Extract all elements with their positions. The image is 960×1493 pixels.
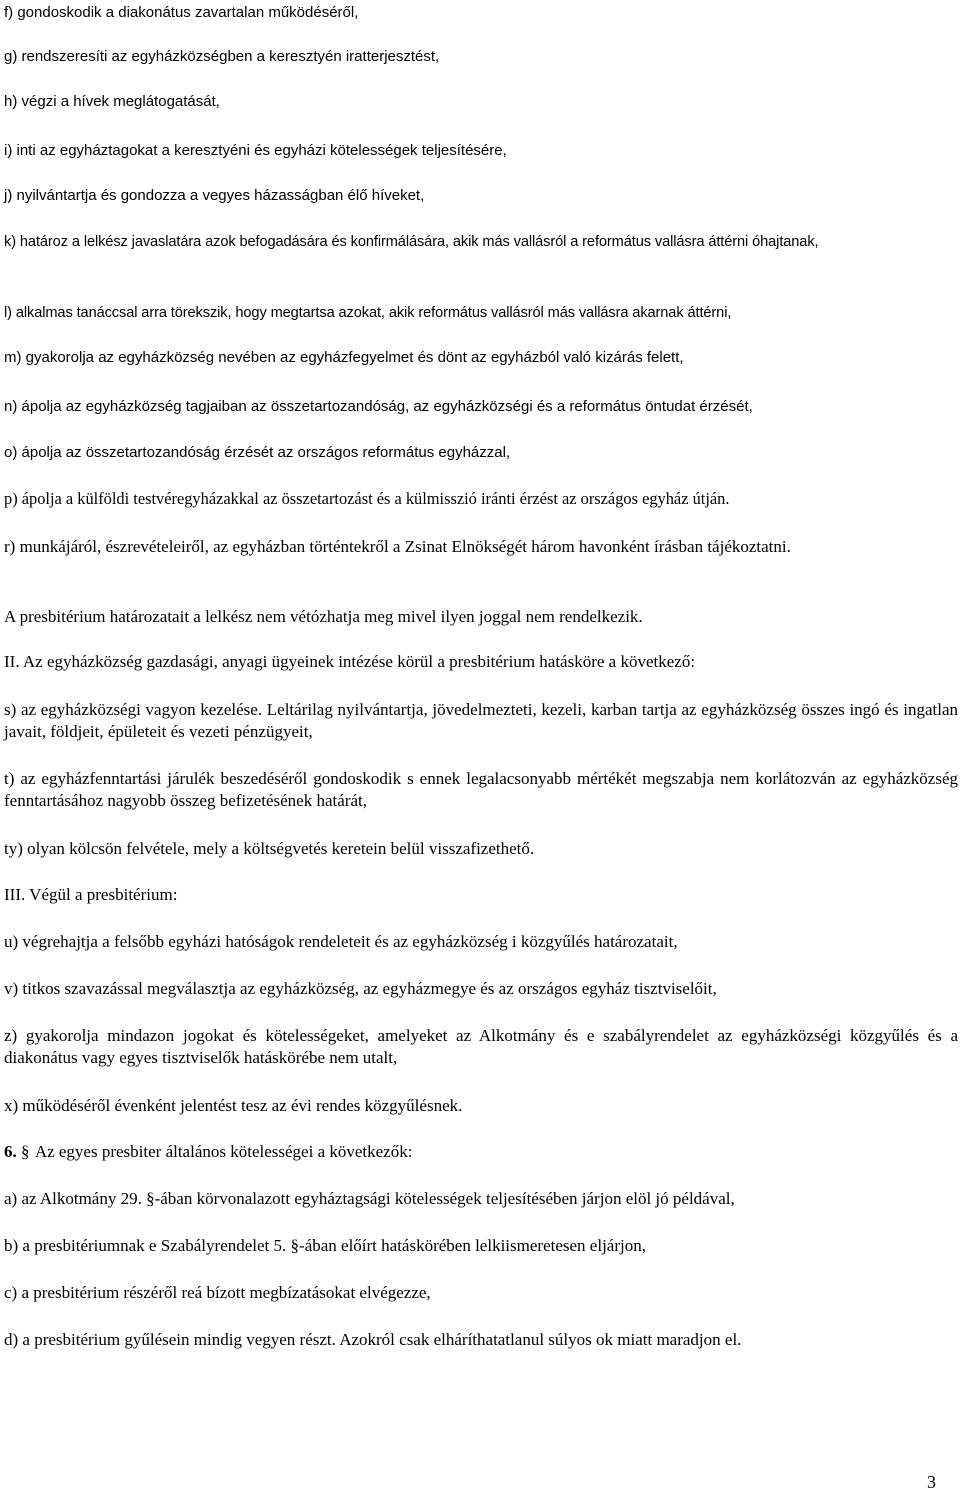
section-6-text: Az egyes presbiter általános kötelességei a következők: — [34, 1142, 413, 1161]
paragraph-v: v) titkos szavazással megválasztja az egyházközség, az egyházmegye és az országos egyház tisztviselőit, — [4, 979, 717, 998]
paragraph-g: g) rendszeresíti az egyházközségben a keresztyén iratterjesztést, — [4, 48, 440, 65]
paragraph-r: r) munkájáról, észrevételeiről, az egyházban történtekről a Zsinat Elnökségét három havonként írásban tájékoztatni. — [4, 537, 791, 556]
section-number: 6. — [4, 1142, 17, 1161]
paragraph-b: b) a presbitériumnak e Szabályrendelet 5. §-ában előírt hatáskörében lelkiismeretesen eljárjon, — [4, 1236, 646, 1255]
paragraph-d: d) a presbitérium gyűlésein mindig vegyen részt. Azokról csak elháríthatatlanul súlyos ok miatt maradjon el. — [4, 1330, 742, 1349]
section-6-heading — [4, 1141, 958, 1163]
paragraph-ty: ty) olyan kölcsön felvétele, mely a költségvetés keretein belül visszafizethető. — [4, 839, 535, 858]
paragraph-veto: A presbitérium határozatait a lelkész nem vétózhatja meg mivel ilyen joggal nem rendelkezik. — [4, 607, 643, 626]
paragraph-m: m) gyakorolja az egyházközség nevében az egyházfegyelmet és dönt az egyházból való kizárás felett, — [4, 349, 684, 366]
paragraph-o: o) ápolja az összetartozandóság érzését az országos református egyházzal, — [4, 444, 511, 461]
paragraph-n: n) ápolja az egyházközség tagjaiban az összetartozandóság, az egyházközségi és a református öntudat érzését, — [4, 398, 753, 415]
paragraph-i: i) inti az egyháztagokat a keresztyéni és egyházi kötelességek teljesítésére, — [4, 142, 507, 159]
section-sign: § — [21, 1142, 30, 1161]
page-number: 3 — [927, 1472, 936, 1492]
paragraph-z: z) gyakorolja mindazon jogokat és kötelességeket, amelyeket az Alkotmány és e szabályrendelet az egyházközségi közgyűlés és a diakonátus vagy egyes tisztviselők hatáskörébe nem utalt, — [4, 1026, 958, 1067]
paragraph-f: f) gondoskodik a diakonátus zavartalan működéséről, — [4, 4, 359, 21]
paragraph-x: x) működéséről évenként jelentést tesz az évi rendes közgyűlésnek. — [4, 1096, 463, 1115]
paragraph-p: p) ápolja a külföldi testvéregyházakkal az összetartozást és a külmisszió iránti érzést az országos egyház útján. — [4, 489, 730, 508]
section-II-heading: II. Az egyházközség gazdasági, anyagi ügyeinek intézése körül a presbitérium hatásköre a következő: — [4, 652, 696, 671]
paragraph-j: j) nyilvántartja és gondozza a vegyes házasságban élő híveket, — [4, 187, 425, 204]
section-III-heading: III. Végül a presbitérium: — [4, 885, 178, 904]
paragraph-h: h) végzi a hívek meglátogatását, — [4, 93, 220, 110]
paragraph-s: s) az egyházközségi vagyon kezelése. Leltárilag nyilvántartja, jövedelmezteti, kezeli, karban tartja az egyházközség összes ingó és ingatlan javait, földjeit, épületeit és vezeti pénzügyeit, — [4, 700, 958, 741]
paragraph-a: a) az Alkotmány 29. §-ában körvonalazott egyháztagsági kötelességek teljesítésében járjon elöl jó példával, — [4, 1189, 735, 1208]
paragraph-l: l) alkalmas tanáccsal arra törekszik, hogy megtartsa azokat, akik református vallásról más vallásra akarnak áttérni, — [4, 305, 732, 321]
paragraph-t: t) az egyházfenntartási járulék beszedéséről gondoskodik s ennek legalacsonyabb mértékét megszabja nem korlátozván az egyházközség fenntartásához nagyobb összeg befizetésének határát, — [4, 769, 958, 810]
paragraph-k: k) határoz a lelkész javaslatára azok befogadására és konfirmálására, akik más vallásról a református vallásra áttérni óhajtanak, — [4, 234, 819, 250]
paragraph-c: c) a presbitérium részéről reá bízott megbízatásokat elvégezze, — [4, 1283, 431, 1302]
paragraph-u: u) végrehajtja a felsőbb egyházi hatóságok rendeleteit és az egyházközség i közgyűlés határozatait, — [4, 932, 678, 951]
